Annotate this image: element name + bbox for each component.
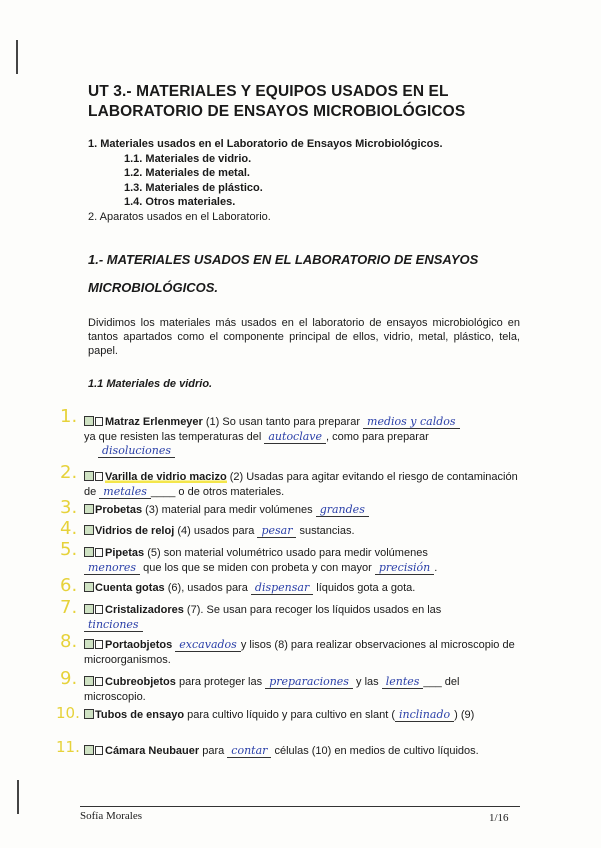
footer-author: Sofía Morales: [80, 810, 143, 822]
handwritten-number: 4.: [60, 518, 78, 539]
empty-box-icon: [95, 746, 103, 755]
handwritten-answer: metales: [99, 485, 151, 499]
handwritten-number: 7.: [60, 597, 78, 618]
item-name: Varilla de vidrio macizo: [105, 471, 227, 483]
margin-mark-top: [16, 40, 18, 74]
checkbox-icon: [84, 745, 94, 755]
section-title-line2: MICROBIOLÓGICOS.: [88, 280, 218, 295]
checkbox-icon: [84, 639, 94, 649]
item-text: (5) son material volumétrico usado para medir volúmenes: [144, 547, 428, 559]
empty-box-icon: [95, 472, 103, 481]
handwritten-answer: excavados: [175, 638, 241, 652]
checkbox-icon: [84, 676, 94, 686]
list-item: [84, 708, 524, 723]
item-name: Cubreobjetos: [105, 676, 176, 688]
item-name: Probetas: [95, 504, 143, 516]
item-text: para: [199, 745, 228, 757]
item-name: Portaobjetos: [105, 639, 173, 651]
handwritten-number: 9.: [60, 668, 78, 689]
table-of-contents: [88, 137, 568, 225]
checkbox-icon: [84, 525, 94, 535]
toc-item: 1. Materiales usados en el Laboratorio de Ensayos Microbiológicos.: [88, 138, 443, 150]
item-text: (4) usados para: [174, 525, 258, 537]
list-item: [84, 581, 524, 596]
item-text: (7). Se usan para recoger los líquidos usados en las: [183, 604, 442, 616]
margin-mark-bottom: [17, 780, 19, 814]
handwritten-number: 10.: [56, 704, 80, 722]
item-name: Cristalizadores: [105, 604, 184, 616]
item-text: y lisos (8) para realizar observaciones al microscopio de microorganismos.: [84, 639, 515, 666]
empty-box-icon: [95, 677, 103, 686]
handwritten-answer: pesar: [257, 524, 296, 538]
item-text: ya que resisten las temperaturas del: [84, 430, 265, 443]
handwritten-number: 6.: [60, 575, 78, 596]
handwritten-answer: contar: [227, 744, 271, 758]
item-text: ) (9): [454, 709, 475, 721]
handwritten-number: 11.: [56, 738, 80, 756]
toc-item: 1.4. Otros materiales.: [124, 196, 236, 209]
item-text: ___ del microscopio.: [84, 676, 460, 703]
toc-item: 1.1. Materiales de vidrio.: [124, 152, 252, 165]
list-item: [84, 524, 524, 539]
list-item: [84, 638, 524, 667]
item-text: que los que se miden con probeta y con mayor: [140, 561, 375, 574]
empty-box-icon: [95, 640, 103, 649]
handwritten-answer: menores: [84, 561, 140, 575]
handwritten-answer: dispensar: [251, 581, 313, 595]
section-title-line1: 1.- MATERIALES USADOS EN EL LABORATORIO DE ENSAYOS: [88, 252, 479, 267]
list-item: [84, 546, 524, 575]
empty-box-icon: [95, 417, 103, 426]
checkbox-icon: [84, 709, 94, 719]
checkbox-icon: [84, 416, 94, 426]
handwritten-answer: lentes: [382, 675, 424, 689]
list-item: [84, 603, 524, 632]
item-text: , como para preparar: [326, 430, 429, 443]
item-name: Cuenta gotas: [95, 582, 165, 594]
item-text: y las: [352, 676, 382, 688]
list-item: [84, 470, 524, 499]
toc-item: 2. Aparatos usados en el Laboratorio.: [88, 210, 271, 223]
checkbox-icon: [84, 604, 94, 614]
toc-item: 1.2. Materiales de metal.: [124, 167, 250, 180]
handwritten-answer: disoluciones: [98, 444, 175, 458]
item-text: (1) So usan tanto para preparar: [202, 416, 364, 428]
subsection-title: 1.1 Materiales de vidrio.: [88, 378, 213, 390]
item-text: (6), usados para: [164, 582, 251, 594]
item-text: (2) Usadas para agitar evitando el riesgo de contaminación de: [84, 471, 518, 498]
handwritten-number: 3.: [60, 497, 78, 518]
handwritten-answer: tinciones: [84, 618, 143, 632]
empty-box-icon: [95, 548, 103, 557]
item-text: (3) material para medir volúmenes: [142, 504, 316, 516]
item-text: sustancias.: [296, 525, 355, 537]
handwritten-number: 5.: [60, 539, 78, 560]
handwritten-answer: grandes: [316, 503, 369, 517]
handwritten-answer: precisión: [375, 561, 434, 575]
handwritten-answer: autoclave: [264, 430, 326, 444]
handwritten-number: 2.: [60, 462, 78, 483]
handwritten-number: 1.: [60, 406, 78, 427]
footer-divider: [80, 806, 520, 807]
toc-item: 1.3. Materiales de plástico.: [124, 181, 263, 194]
handwritten-answer: medios y caldos: [363, 415, 460, 429]
page-title: UT 3.- MATERIALES Y EQUIPOS USADOS EN EL LABORATORIO DE ENSAYOS MICROBIOLÓGICOS: [88, 83, 466, 120]
item-text: para cultivo líquido y para cultivo en slant (: [184, 709, 395, 721]
item-name: Pipetas: [105, 547, 145, 559]
footer-page-number: 1/16: [489, 812, 509, 824]
list-item: [84, 744, 524, 759]
item-name: Vidrios de reloj: [95, 525, 175, 537]
list-item: [84, 415, 524, 459]
checkbox-icon: [84, 582, 94, 592]
item-text: líquidos gota a gota.: [313, 582, 416, 594]
item-name: Matraz Erlenmeyer: [105, 416, 203, 428]
item-text: para proteger las: [175, 676, 266, 688]
item-text: .: [434, 561, 438, 574]
handwritten-answer: preparaciones: [265, 675, 353, 689]
handwritten-number: 8.: [60, 631, 78, 652]
list-item: [84, 675, 524, 704]
item-name: Cámara Neubauer: [105, 745, 200, 757]
handwritten-answer: inclinado: [395, 708, 454, 722]
checkbox-icon: [84, 504, 94, 514]
item-text: células (10) en medios de cultivo líquidos.: [271, 745, 479, 757]
item-name: Tubos de ensayo: [95, 709, 185, 721]
checkbox-icon: [84, 471, 94, 481]
empty-box-icon: [95, 605, 103, 614]
checkbox-icon: [84, 547, 94, 557]
item-text: ____ o de otros materiales.: [150, 485, 285, 498]
list-item: [84, 503, 524, 518]
intro-paragraph: Dividimos los materiales más usados en el laboratorio de ensayos microbiológico en tantos apartados como el componente principal de ellos, vidrio, metal, plástico, tela, papel.: [88, 317, 520, 357]
